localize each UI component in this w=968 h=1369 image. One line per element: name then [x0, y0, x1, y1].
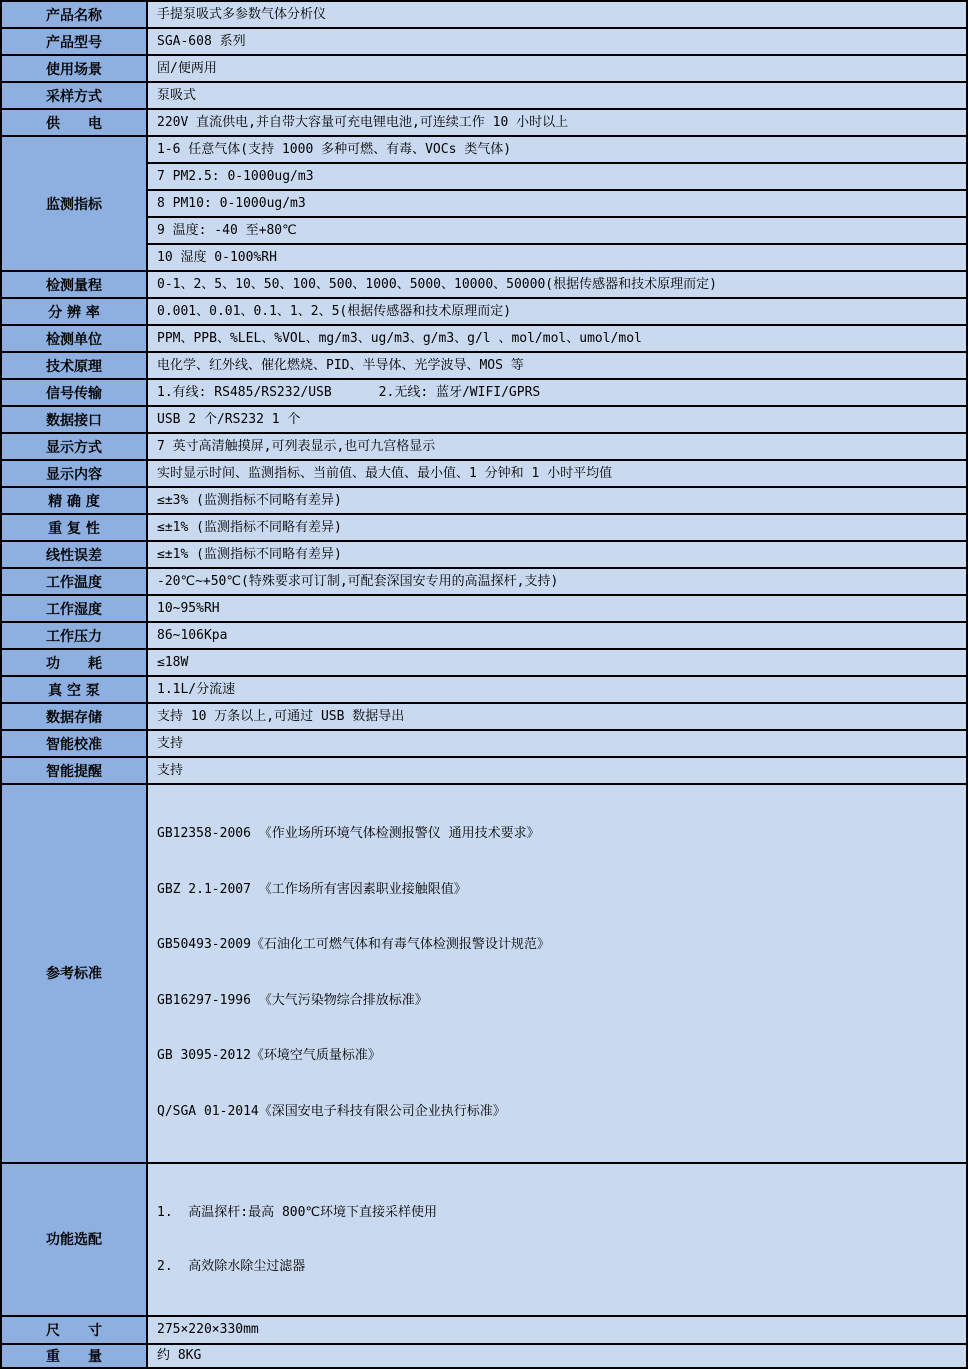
table-row — [1, 487, 967, 514]
row-value: ≤±1% (监测指标不同略有差异) — [147, 514, 967, 541]
table-row — [1, 406, 967, 433]
row-value: 实时显示时间、监测指标、当前值、最大值、最小值、1 分钟和 1 小时平均值 — [147, 460, 967, 487]
row-label: 真 空 泵 — [1, 676, 147, 703]
row-value: 275×220×330mm — [147, 1316, 967, 1344]
table-row — [1, 325, 967, 352]
row-value: 支持 10 万条以上,可通过 USB 数据导出 — [147, 703, 967, 730]
table-row — [1, 352, 967, 379]
option-line: 1. 高温探杆:最高 800℃环境下直接采样使用 — [157, 1204, 438, 1220]
row-value: 电化学、红外线、催化燃烧、PID、半导体、光学波导、MOS 等 — [147, 352, 967, 379]
table-row — [1, 1316, 967, 1344]
standard-line: GB50493-2009《石油化工可燃气体和有毒气体检测报警设计规范》 — [157, 937, 550, 953]
row-value: 约 8KG — [147, 1344, 967, 1368]
row-label: 显示内容 — [1, 460, 147, 487]
row-label: 工作温度 — [1, 568, 147, 595]
row-value: 220V 直流供电,并自带大容量可充电锂电池,可连续工作 10 小时以上 — [147, 109, 967, 136]
table-row — [1, 1344, 967, 1368]
row-label: 技术原理 — [1, 352, 147, 379]
row-label: 信号传输 — [1, 379, 147, 406]
row-label: 供 电 — [1, 109, 147, 136]
row-label: 产品型号 — [1, 28, 147, 55]
table-row — [1, 676, 967, 703]
row-label: 功 耗 — [1, 649, 147, 676]
row-label: 工作湿度 — [1, 595, 147, 622]
row-label: 分 辨 率 — [1, 298, 147, 325]
row-value-list — [147, 784, 967, 1163]
row-label: 显示方式 — [1, 433, 147, 460]
standard-line: GB16297-1996 《大气污染物综合排放标准》 — [157, 992, 428, 1008]
standard-line: GB 3095-2012《环境空气质量标准》 — [157, 1048, 381, 1064]
table-row — [1, 433, 967, 460]
row-value-list — [147, 1163, 967, 1316]
row-label: 重 量 — [1, 1344, 147, 1368]
option-line: 2. 高效除水除尘过滤器 — [157, 1258, 306, 1274]
table-row — [1, 82, 967, 109]
row-label: 监测指标 — [1, 136, 147, 271]
row-subvalue: 8 PM10: 0-1000ug/m3 — [147, 190, 967, 217]
table-row — [1, 271, 967, 298]
row-label: 使用场景 — [1, 55, 147, 82]
row-value: 86~106Kpa — [147, 622, 967, 649]
row-value: ≤18W — [147, 649, 967, 676]
table-row — [1, 757, 967, 784]
row-label: 智能校准 — [1, 730, 147, 757]
row-label: 检测单位 — [1, 325, 147, 352]
row-label: 智能提醒 — [1, 757, 147, 784]
table-row — [1, 541, 967, 568]
row-label: 工作压力 — [1, 622, 147, 649]
row-value: 10~95%RH — [147, 595, 967, 622]
row-label: 线性误差 — [1, 541, 147, 568]
table-row — [1, 568, 967, 595]
table-row — [1, 298, 967, 325]
row-label: 检测量程 — [1, 271, 147, 298]
table-row — [1, 703, 967, 730]
row-value: 泵吸式 — [147, 82, 967, 109]
row-subvalue: 9 温度: -40 至+80℃ — [147, 217, 967, 244]
row-value: USB 2 个/RS232 1 个 — [147, 406, 967, 433]
table-row — [1, 514, 967, 541]
row-label: 采样方式 — [1, 82, 147, 109]
row-label: 重 复 性 — [1, 514, 147, 541]
table-row — [1, 1, 967, 28]
row-value: 1.有线: RS485/RS232/USB 2.无线: 蓝牙/WIFI/GPRS — [147, 379, 967, 406]
row-subvalue: 7 PM2.5: 0-1000ug/m3 — [147, 163, 967, 190]
row-label: 产品名称 — [1, 1, 147, 28]
table-row — [1, 379, 967, 406]
row-value: 0.001、0.01、0.1、1、2、5(根据传感器和技术原理而定) — [147, 298, 967, 325]
table-row — [1, 622, 967, 649]
row-value: 固/便两用 — [147, 55, 967, 82]
table-row-optional-features — [1, 1163, 967, 1316]
row-value: SGA-608 系列 — [147, 28, 967, 55]
row-label: 数据接口 — [1, 406, 147, 433]
table-row — [1, 55, 967, 82]
standard-line: GB12358-2006 《作业场所环境气体检测报警仪 通用技术要求》 — [157, 826, 540, 842]
row-label: 数据存储 — [1, 703, 147, 730]
standard-line: Q/SGA 01-2014《深国安电子科技有限公司企业执行标准》 — [157, 1104, 506, 1120]
standard-line: GBZ 2.1-2007 《工作场所有害因素职业接触限值》 — [157, 881, 467, 897]
row-value: 7 英寸高清触摸屏,可列表显示,也可九宫格显示 — [147, 433, 967, 460]
table-row — [1, 460, 967, 487]
table-row-reference-standards — [1, 784, 967, 1163]
row-subvalue: 10 湿度 0-100%RH — [147, 244, 967, 271]
row-value: 1.1L/分流速 — [147, 676, 967, 703]
row-label: 精 确 度 — [1, 487, 147, 514]
row-label: 功能选配 — [1, 1163, 147, 1316]
row-value: 手提泵吸式多参数气体分析仪 — [147, 1, 967, 28]
table-row-monitoring-indicators — [1, 136, 967, 163]
row-label: 尺 寸 — [1, 1316, 147, 1344]
row-value: ≤±1% (监测指标不同略有差异) — [147, 541, 967, 568]
row-label: 参考标准 — [1, 784, 147, 1163]
table-row — [1, 28, 967, 55]
row-value: PPM、PPB、%LEL、%VOL、mg/m3、ug/m3、g/m3、g/l 、mol/mol、umol/mol — [147, 325, 967, 352]
row-subvalue: 1-6 任意气体(支持 1000 多种可燃、有毒、VOCs 类气体) — [147, 136, 967, 163]
table-row — [1, 109, 967, 136]
row-value: -20℃~+50℃(特殊要求可订制,可配套深国安专用的高温探杆,支持) — [147, 568, 967, 595]
row-value: 支持 — [147, 757, 967, 784]
row-value: 0-1、2、5、10、50、100、500、1000、5000、10000、50000(根据传感器和技术原理而定) — [147, 271, 967, 298]
table-row — [1, 730, 967, 757]
row-value: 支持 — [147, 730, 967, 757]
table-row — [1, 595, 967, 622]
table-row — [1, 649, 967, 676]
row-value: ≤±3% (监测指标不同略有差异) — [147, 487, 967, 514]
